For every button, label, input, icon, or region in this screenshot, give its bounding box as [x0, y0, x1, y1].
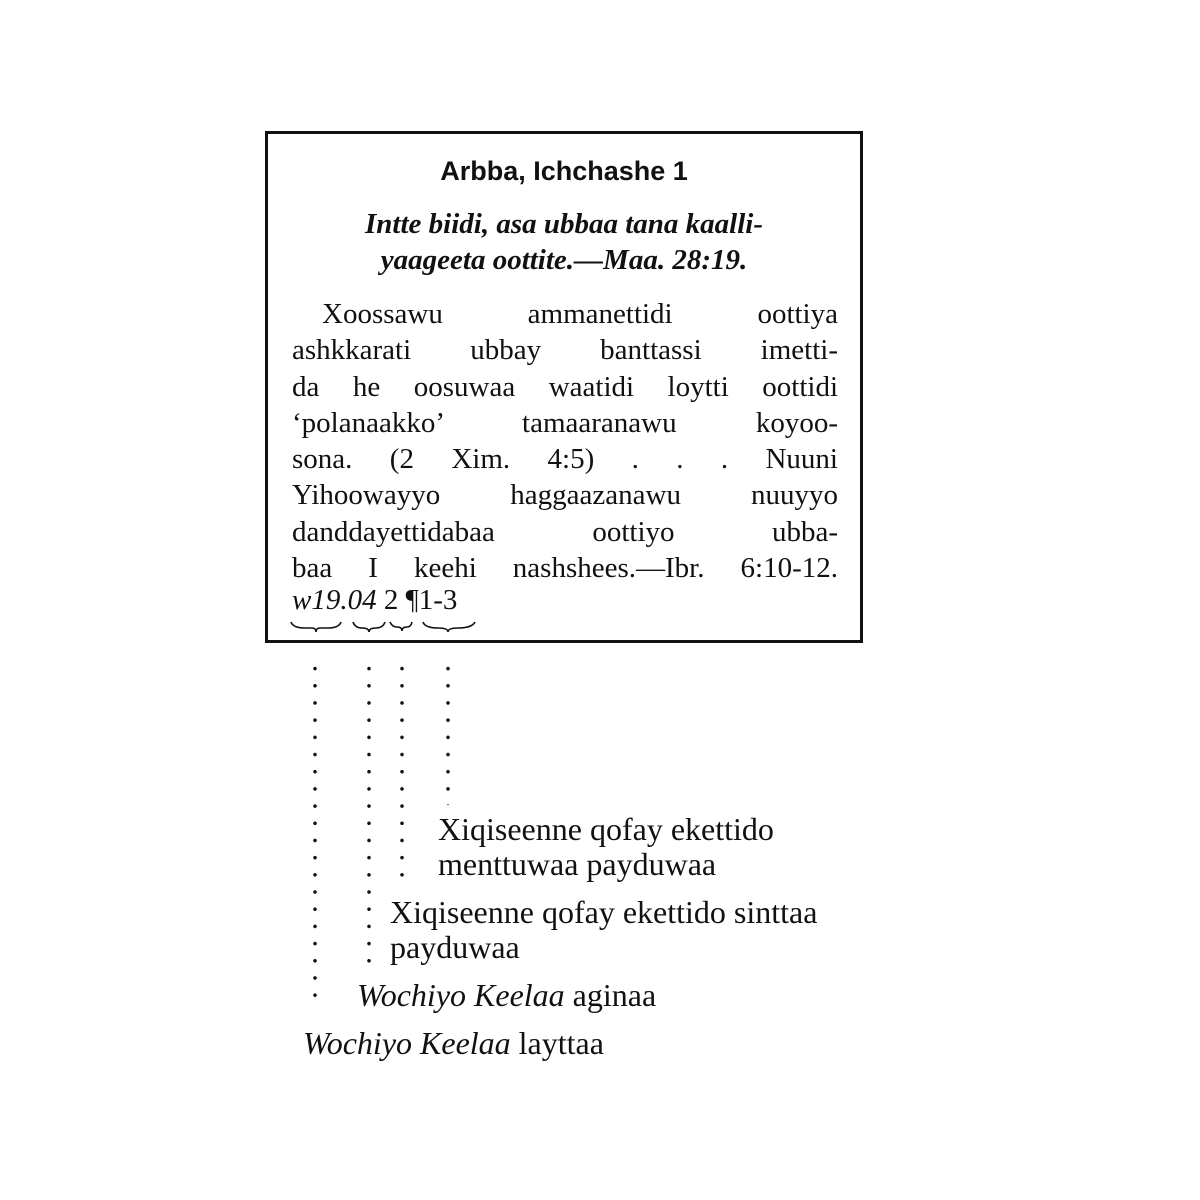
date-title: Arbba, Ichchashe 1	[440, 156, 688, 186]
label-paragraphs	[438, 812, 774, 882]
ref-publication: w19	[292, 584, 341, 616]
brace-page	[390, 622, 412, 631]
brace-publication	[291, 622, 341, 632]
brace-issue	[353, 622, 385, 632]
dotted-leader-paragraphs	[445, 660, 451, 805]
label-line: Xiqiseenne qofay ekettido	[438, 811, 774, 847]
label-text: aginaa	[564, 977, 657, 1013]
body-line: baa I keehi nashshees.—Ibr. 6:10-12.	[292, 552, 838, 585]
label-italic: Wochiyo Keelaa	[357, 977, 565, 1013]
theme-line: yaageeta oottite.—Maa. 28:19.	[380, 244, 748, 276]
theme-line: Intte biidi, asa ubbaa tana kaalli-	[365, 208, 763, 240]
label-text: layttaa	[510, 1025, 604, 1061]
label-issue	[357, 978, 656, 1013]
body-line: ashkkarati ubbay banttassi imetti-	[292, 334, 838, 367]
body-line: da he oosuwaa waatidi loytti oottidi	[292, 370, 838, 403]
label-publication	[303, 1026, 604, 1061]
body-line: Xoossawu ammanettidi oottiya	[322, 298, 838, 330]
body-line: danddayettidabaa oottiyo ubba-	[292, 515, 838, 548]
ref-issue: .04	[340, 584, 377, 616]
label-page	[390, 895, 817, 965]
body-line: sona. (2 Xim. 4:5) . . . Nuuni	[292, 443, 838, 476]
label-line: Xiqiseenne qofay ekettido sinttaa	[390, 894, 818, 930]
label-line: payduwaa	[390, 929, 520, 965]
dotted-leader-publication	[312, 660, 318, 1010]
dotted-leader-issue	[366, 660, 372, 965]
dotted-leader-page	[399, 660, 405, 885]
ref-paragraphs: ¶1-3	[405, 584, 458, 616]
ref-page: 2	[383, 584, 399, 616]
label-line: menttuwaa payduwaa	[438, 846, 717, 882]
body-line: Yihoowayyo haggaazanawu nuuyyo	[292, 479, 838, 512]
label-italic: Wochiyo Keelaa	[303, 1025, 511, 1061]
brace-paragraphs	[423, 622, 475, 632]
body-line: ‘polanaakko’ tamaaranawu koyoo-	[292, 406, 838, 439]
